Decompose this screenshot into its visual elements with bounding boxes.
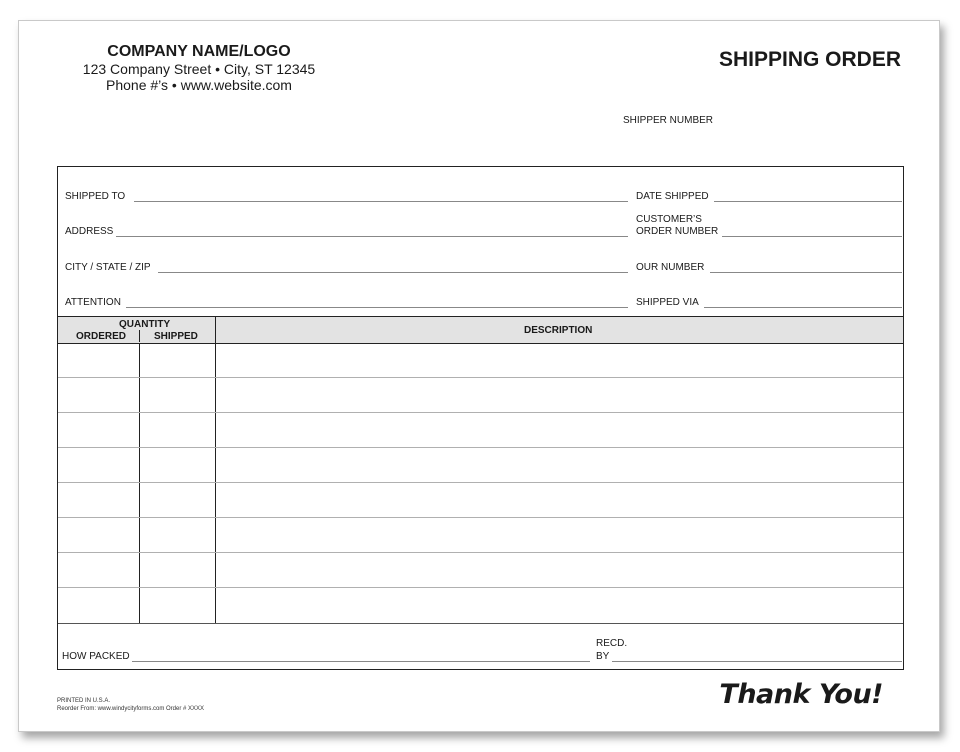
table-row[interactable] — [58, 377, 903, 378]
table-row[interactable] — [58, 447, 903, 448]
shipped-to-label: SHIPPED TO — [65, 191, 126, 202]
table-row[interactable] — [58, 587, 903, 588]
shipping-order-form — [18, 20, 940, 732]
our-number-line[interactable] — [710, 272, 902, 273]
printed-in-usa: PRINTED IN U.S.A. — [57, 698, 111, 704]
thank-you-text: Thank You! — [719, 679, 883, 710]
header-divider — [139, 330, 140, 342]
table-row[interactable] — [58, 517, 903, 518]
company-contact: Phone #’s • www.website.com — [106, 77, 292, 93]
shipped-via-line[interactable] — [704, 307, 902, 308]
form-title: SHIPPING ORDER — [718, 48, 901, 71]
customers-order-line[interactable] — [722, 236, 902, 237]
description-column-divider — [215, 316, 216, 623]
table-row[interactable] — [58, 412, 903, 413]
shipped-header: SHIPPED — [154, 331, 198, 342]
customers-order-label-1: CUSTOMER’S — [636, 214, 702, 225]
shipped-to-line[interactable] — [134, 201, 628, 202]
description-header: DESCRIPTION — [524, 325, 593, 336]
table-row[interactable] — [58, 552, 903, 553]
how-packed-line[interactable] — [132, 661, 590, 662]
table-row[interactable] — [58, 482, 903, 483]
recd-by-label: BY — [596, 651, 610, 662]
shipper-number-label: SHIPPER NUMBER — [623, 115, 714, 126]
recd-label: RECD. — [596, 638, 628, 649]
recd-by-line[interactable] — [612, 661, 902, 662]
table-header — [58, 316, 903, 344]
city-state-zip-line[interactable] — [158, 272, 628, 273]
attention-label: ATTENTION — [65, 297, 121, 308]
our-number-label: OUR NUMBER — [636, 262, 705, 273]
address-line[interactable] — [116, 236, 628, 237]
table-bottom-line — [58, 623, 903, 624]
order-box — [57, 166, 904, 670]
address-label: ADDRESS — [65, 226, 114, 237]
attention-line[interactable] — [126, 307, 628, 308]
company-name: COMPANY NAME/LOGO — [107, 43, 291, 60]
shipped-via-label: SHIPPED VIA — [636, 297, 699, 308]
customers-order-label-2: ORDER NUMBER — [636, 226, 719, 237]
reorder-info: Reorder From: www.windycityforms.com Order # XXXX — [57, 706, 205, 712]
date-shipped-label: DATE SHIPPED — [636, 191, 709, 202]
company-address: 123 Company Street • City, ST 12345 — [82, 61, 316, 77]
how-packed-label: HOW PACKED — [62, 651, 130, 662]
city-state-zip-label: CITY / STATE / ZIP — [65, 262, 151, 273]
quantity-column-divider — [139, 343, 140, 623]
quantity-header: QUANTITY — [119, 319, 171, 330]
date-shipped-line[interactable] — [714, 201, 902, 202]
ordered-header: ORDERED — [76, 331, 127, 342]
